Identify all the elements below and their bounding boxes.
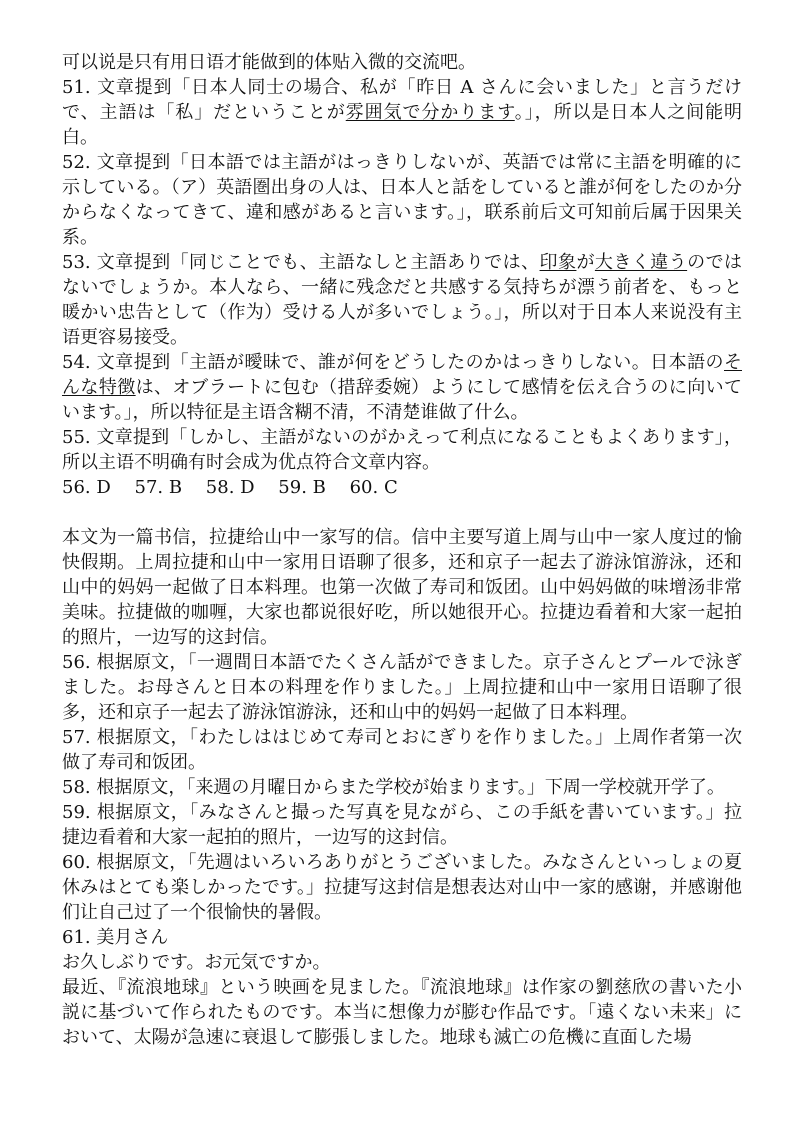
answer-53-text: 53. 文章提到「同じことでも、主語なしと主語ありでは、: [62, 252, 540, 273]
answer-56: 56. 根据原文，「一週間日本語でたくさん話ができました。京子さんとプールで泳ぎました。お母さんと日本の料理を作りました。」上周拉捷和山中一家用日语聊了很多，还和京子一起去了游泳馆游泳，还和山中的妈妈一起做了日本料理。: [62, 652, 742, 723]
paragraph-intro-end: 可以说是只有用日语才能做到的体贴入微的交流吧。: [62, 52, 476, 73]
underlined-phrase: 印象: [539, 252, 577, 273]
passage-summary: 本文为一篇书信，拉捷给山中一家写的信。信中主要写道上周与山中一家人度过的愉快假期。上周拉捷和山中一家用日语聊了很多，还和京子一起去了游泳馆游泳，还和山中的妈妈一起做了日本料理。也第一次做了寿司和饭团。山中妈妈做的味增汤非常美味。拉捷做的咖喱，大家也都说很好吃，所以她很开心。拉捷边看着和大家一起拍的照片，一边写的这封信。: [62, 527, 742, 648]
answer-60: 60. 根据原文，「先週はいろいろありがとうございました。みなさんといっしょの夏休みはとても楽しかったです。」拉捷写这封信是想表达对山中一家的感谢，并感谢他们让自己过了一个很愉快的暑假。: [62, 852, 742, 923]
underlined-phrase: 特徴: [98, 377, 136, 398]
spacer: [62, 500, 742, 525]
answer-51: [62, 75, 742, 150]
answer-53: [62, 250, 742, 350]
answer-58: 58. 根据原文，「来週の月曜日からまた学校が始まります。」下周一学校就开学了。: [62, 777, 725, 798]
answer-53-text-end: のではないでしょうか。本人なら、一緒に残念だと共感する気持ちが漂う前者を、もっと暖かい忠告として（作为）受ける人が多いでしょう。」，所以对于日本人来说没有主语更容易接受。: [62, 252, 743, 348]
answer-key-56-60: 56. D 57. B 58. D 59. B 60. C: [62, 477, 398, 498]
underlined-phrase: 雰囲気で分かります: [345, 102, 515, 123]
answer-59: 59. 根据原文，「みなさんと撮った写真を見ながら、この手紙を書いています。」拉捷边看着和大家一起拍的照片，一边写的这封信。: [62, 802, 742, 848]
answer-54-text: 54. 文章提到「主語が曖昧で、誰が何をどうしたのかはっきりしない。日本語の: [62, 352, 724, 373]
letter-greeting: お久しぶりです。お元気ですか。: [62, 952, 331, 973]
answer-53-text-mid: が: [576, 252, 595, 273]
answer-57: 57. 根据原文，「わたしははじめて寿司とおにぎりを作りました。」上周作者第一次做了寿司和饭团。: [62, 727, 742, 773]
answer-54-text-end: は、オブラートに包む（措辞委婉）ようにして感情を伝え合うのに向いています。」，所以特征是主语含糊不清，不清楚谁做了什么。: [62, 377, 742, 423]
answer-55: 55. 文章提到「しかし、主語がないのがかえって利点になることもよくあります」，所以主语不明确有时会成为优点符合文章内容。: [62, 427, 742, 473]
answer-51-text: 51. 文章提到「日本人同士の場合、私が「昨日 A さんに会いました」と言うだけで、主語は「私」だということが: [62, 77, 742, 123]
answer-52: 52. 文章提到「日本語では主語がはっきりしないが、英語では常に主語を明確的に示している。（ア）英語圏出身の人は、日本人と話をしていると誰が何をしたのか分からなくなってきて、違和感があると言います。」，联系前后文可知前后属于因果关系。: [62, 152, 742, 248]
underlined-phrase: 大きく違う: [594, 252, 688, 273]
answer-54: [62, 350, 742, 425]
answer-61-heading: 61. 美月さん: [62, 927, 169, 948]
document-page: [62, 50, 742, 1050]
letter-body: 最近、『流浪地球』という映画を見ました。『流浪地球』は作家の劉慈欣の書いた小説に基づいて作られたものです。本当に想像力が膨む作品です。「遠くない未来」において、太陽が急速に衰退して膨張しました。地球も滅亡の危機に直面した場: [62, 977, 742, 1048]
answer-51-text-end: 。」，所以是日本人之间能明白。: [62, 102, 743, 148]
underlined-phrase: そんな: [62, 352, 742, 398]
